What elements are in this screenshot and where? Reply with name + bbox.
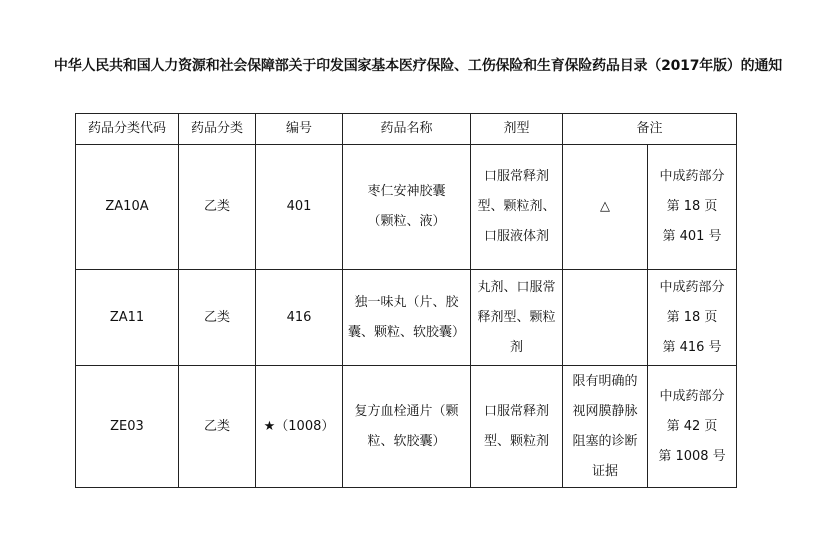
- table-header-row: [76, 114, 737, 145]
- cell-number: 401: [256, 145, 343, 270]
- header-dosage: 剂型: [471, 114, 563, 145]
- cell-dosage: 丸剂、口服常 释剂型、颗粒 剂: [471, 270, 563, 366]
- cell-dosage: 口服常释剂 型、颗粒剂、 口服液体剂: [471, 145, 563, 270]
- cell-code: ZA10A: [76, 145, 179, 270]
- cell-category: 乙类: [179, 366, 256, 488]
- cell-ref: 中成药部分 第 42 页 第 1008 号: [648, 366, 737, 488]
- cell-note: 限有明确的 视网膜静脉 阻塞的诊断 证据: [563, 366, 648, 488]
- header-number: 编号: [256, 114, 343, 145]
- table-row: [76, 366, 737, 488]
- header-code: 药品分类代码: [76, 114, 179, 145]
- header-category: 药品分类: [179, 114, 256, 145]
- cell-name: 枣仁安神胶囊 （颗粒、液）: [343, 145, 471, 270]
- page-title: 中华人民共和国人力资源和社会保障部关于印发国家基本医疗保险、工伤保险和生育保险药品目录（2017年版）的通知: [53, 58, 783, 74]
- header-name: 药品名称: [343, 114, 471, 145]
- cell-note: [563, 270, 648, 366]
- cell-note: △: [563, 145, 648, 270]
- drug-catalog-table: [75, 113, 737, 488]
- table-row: [76, 270, 737, 366]
- cell-dosage: 口服常释剂 型、颗粒剂: [471, 366, 563, 488]
- table-row: [76, 145, 737, 270]
- cell-number: ★（1008）: [256, 366, 343, 488]
- cell-ref: 中成药部分 第 18 页 第 401 号: [648, 145, 737, 270]
- cell-category: 乙类: [179, 270, 256, 366]
- cell-number: 416: [256, 270, 343, 366]
- cell-code: ZE03: [76, 366, 179, 488]
- cell-name: 独一味丸（片、胶 囊、颗粒、软胶囊）: [343, 270, 471, 366]
- cell-ref: 中成药部分 第 18 页 第 416 号: [648, 270, 737, 366]
- header-note: 备注: [563, 114, 737, 145]
- cell-name: 复方血栓通片（颗 粒、软胶囊）: [343, 366, 471, 488]
- cell-category: 乙类: [179, 145, 256, 270]
- cell-code: ZA11: [76, 270, 179, 366]
